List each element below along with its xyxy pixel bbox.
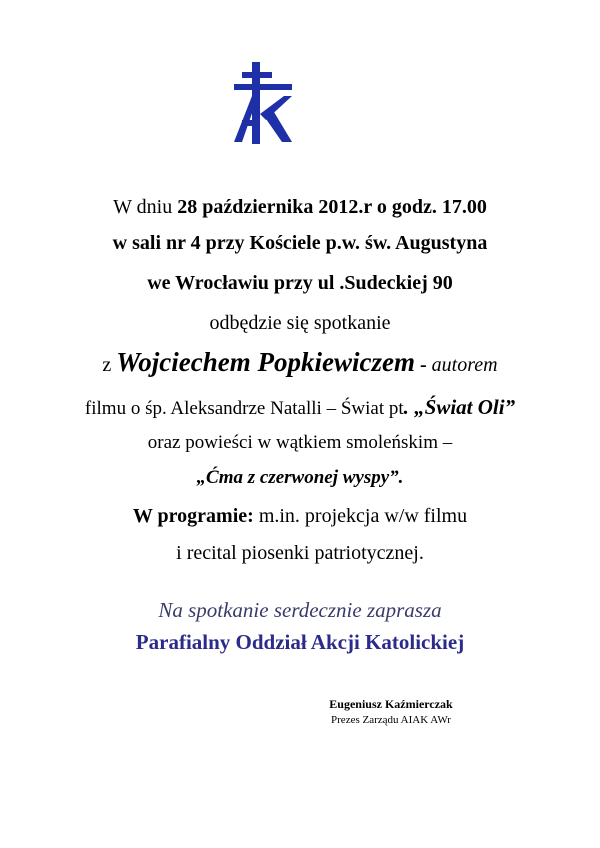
invitation-line: Na spotkanie serdecznie zaprasza (158, 598, 442, 622)
program-line: W programie: m.in. projekcja w/w filmu (132, 505, 468, 527)
signature-name: Eugeniusz Kaźmierczak (329, 697, 453, 711)
aik-logo-icon (230, 62, 294, 144)
film-title: . „Świat Oli” (403, 395, 516, 419)
signature-block (316, 697, 466, 726)
meeting-line: odbędzie się spotkanie (209, 312, 391, 334)
recital-line: i recital piosenki patriotycznej. (176, 542, 424, 564)
novel-line: oraz powieści w wątkiem smoleńskim – (147, 432, 453, 453)
guest-name: Wojciechem Popkiewiczem (116, 347, 415, 377)
film-line: filmu o śp. Aleksandrze Natalli – Świat pt. „Świat Oli” (84, 395, 516, 419)
novel-title: „Ćma z czerwonej wyspy”. (196, 467, 404, 488)
venue-line: w sali nr 4 przy Kościele p.w. św. Augustyna (112, 232, 488, 254)
guest-line: z Wojciechem Popkiewiczem - autorem (102, 347, 498, 377)
signature-title: Prezes Zarządu AIAK AWr (331, 714, 451, 726)
organizer-line: Parafialny Oddział Akcji Katolickiej (135, 630, 465, 654)
address-line: we Wrocławiu przy ul .Sudeckiej 90 (147, 272, 453, 294)
date-line: W dniu 28 października 2012.r o godz. 17.00 (113, 196, 487, 218)
